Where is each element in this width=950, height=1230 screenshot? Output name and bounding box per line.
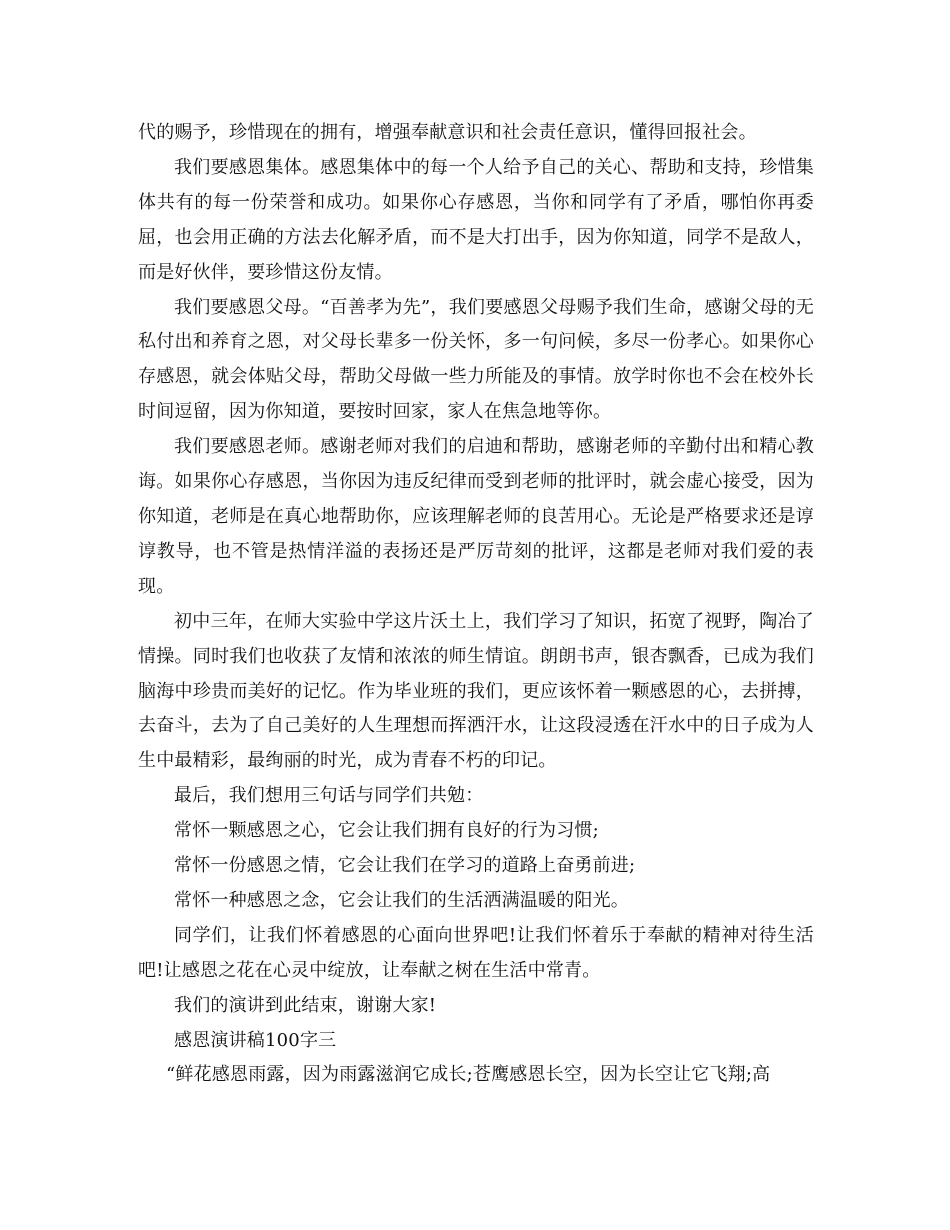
motto-line-1: 常怀一颗感恩之心，它会让我们拥有良好的行为习惯;	[174, 820, 599, 842]
document-body	[138, 116, 814, 1093]
motto-line-2: 常怀一份感恩之情，它会让我们在学习的道路上奋勇前进;	[174, 855, 636, 877]
paragraph-continuation: 代的赐予，珍惜现在的拥有，增强奉献意识和社会责任意识，懂得回报社会。	[138, 122, 757, 143]
section-heading: 感恩演讲稿100字三	[174, 1029, 337, 1051]
paragraph-gratitude-parents: 我们要感恩父母。“百善孝为先”，我们要感恩父母赐予我们生命，感谢父母的无私付出和养育之恩，对父母长辈多一份关怀，多一句问候，多尽一份孝心。如果你心存感恩，就会体贴父母，帮助父母做一些力所能及的事情。放学时你也不会在校外长时间逗留，因为你知道，要按时回家，家人在焦急地等你。	[138, 296, 814, 423]
paragraph-middle-school-years: 初中三年，在师大实验中学这片沃土上，我们学习了知识，拓宽了视野，陶冶了情操。同时我们也收获了友情和浓浓的师生情谊。朗朗书声，银杏飘香，已成为我们脑海中珍贵而美好的记忆。作为毕业班的我们，更应该怀着一颗感恩的心，去拼搏，去奋斗，去为了自己美好的人生理想而挥洒汗水，让这段浸透在汗水中的日子成为人生中最精彩，最绚丽的时光，成为青春不朽的印记。	[138, 610, 814, 772]
motto-line-3: 常怀一种感恩之念，它会让我们的生活洒满温暖的阳光。	[174, 889, 629, 911]
paragraph-speech-end: 我们的演讲到此结束，谢谢大家!	[174, 994, 437, 1016]
paragraph-quote-start: “鲜花感恩雨露，因为雨露滋润它成长;苍鹰感恩长空，因为长空让它飞翔;高	[166, 1064, 771, 1086]
paragraph-gratitude-collective: 我们要感恩集体。感恩集体中的每一个人给予自己的关心、帮助和支持，珍惜集体共有的每一份荣誉和成功。如果你心存感恩，当你和同学有了矛盾，哪怕你再委屈，也会用正确的方法去化解矛盾，而不是大打出手，因为你知道，同学不是敌人，而是好伙伴，要珍惜这份友情。	[138, 156, 814, 283]
paragraph-closing-intro: 最后，我们想用三句话与同学们共勉：	[174, 785, 484, 807]
paragraph-gratitude-teachers: 我们要感恩老师。感谢老师对我们的启迪和帮助，感谢老师的辛勤付出和精心教诲。如果你心存感恩，当你因为违反纪律而受到老师的批评时，就会虚心接受，因为你知道，老师是在真心地帮助你，应该理解老师的良苦用心。无论是严格要求还是谆谆教导，也不管是热情洋溢的表扬还是严厉苛刻的批评，这都是老师对我们爱的表现。	[138, 436, 814, 597]
paragraph-call-to-action: 同学们，让我们怀着感恩的心面向世界吧!让我们怀着乐于奉献的精神对待生活吧!让感恩之花在心灵中绽放，让奉献之树在生活中常青。	[138, 924, 814, 981]
